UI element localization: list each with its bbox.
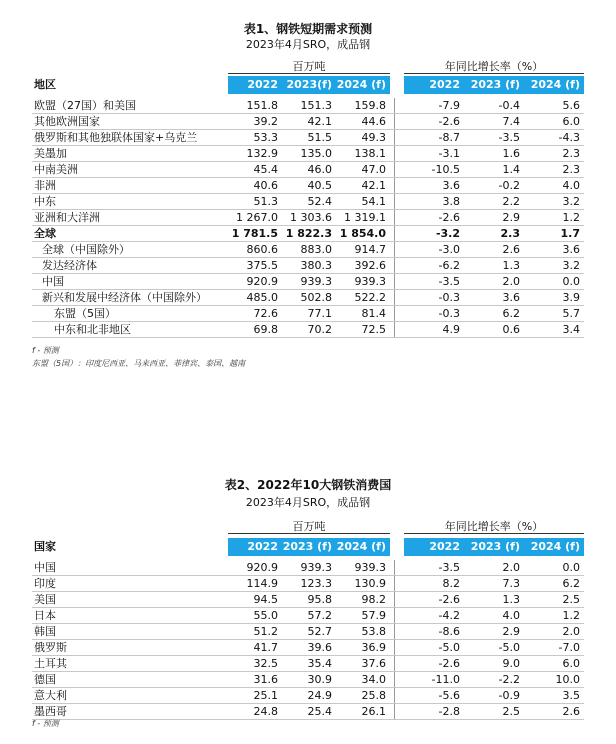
- table1-cell: -6.2: [438, 259, 460, 272]
- table2-cell: 41.7: [253, 641, 278, 654]
- table1-row: [32, 226, 584, 242]
- table1-cell: 3.4: [562, 323, 580, 336]
- table2-row: [32, 592, 584, 608]
- table2-cell: 51.2: [253, 625, 278, 638]
- table1-cell: 72.6: [253, 307, 278, 320]
- table1-cell: 920.9: [246, 275, 278, 288]
- table1-cell: 380.3: [300, 259, 332, 272]
- table2-cell: 1.3: [502, 593, 520, 606]
- table2-cell: 30.9: [307, 673, 332, 686]
- table2-row-header: 国家: [34, 540, 56, 553]
- table2-row: [32, 704, 584, 720]
- table2-cell: 130.9: [354, 577, 386, 590]
- table1-cell: 44.6: [361, 115, 386, 128]
- table1-col-growth-2022: 2022: [429, 78, 460, 91]
- table2-cell: 24.9: [307, 689, 332, 702]
- table2-cell: 2.6: [562, 705, 580, 718]
- table1-cell: 939.3: [354, 275, 386, 288]
- table1-cell: 2.3: [500, 227, 520, 240]
- table1-cell: -0.3: [438, 291, 460, 304]
- table1-row-divider: [394, 98, 395, 113]
- table1-row: [32, 114, 584, 130]
- table1-cell: 2.6: [502, 243, 520, 256]
- table2-cell: -5.0: [498, 641, 520, 654]
- table2-cell: 57.2: [307, 609, 332, 622]
- table1-cell: 40.5: [307, 179, 332, 192]
- table1-growth-underline: [404, 73, 584, 74]
- table2-row-name: 德国: [34, 673, 56, 686]
- table2-cell: -5.0: [438, 641, 460, 654]
- table1-col-2022: 2022: [247, 78, 278, 91]
- table1-unit-underline: [228, 73, 390, 74]
- table2-row-divider: [394, 688, 395, 703]
- table1-cell: -3.2: [435, 227, 460, 240]
- table1-row-name: 全球: [34, 227, 56, 240]
- table1-cell: -7.9: [438, 99, 460, 112]
- table2-row: [32, 640, 584, 656]
- table2-cell: 24.8: [253, 705, 278, 718]
- table2-row-divider: [394, 704, 395, 719]
- table1-row: [32, 274, 584, 290]
- table1-cell: 2.3: [562, 147, 580, 160]
- table1-cell: 3.8: [442, 195, 460, 208]
- table1-row: [32, 162, 584, 178]
- table2-col-growth-2023f: 2023 (f): [470, 540, 520, 553]
- table1-cell: 3.6: [442, 179, 460, 192]
- table1-cell: 375.5: [246, 259, 278, 272]
- table2-cell: 2.9: [502, 625, 520, 638]
- table1-cell: 39.2: [253, 115, 278, 128]
- table1-cell: 914.7: [354, 243, 386, 256]
- table1-unit-label: 百万吨: [292, 60, 326, 73]
- table2-row-divider: [394, 656, 395, 671]
- table1-cell: 2.2: [502, 195, 520, 208]
- table1-cell: 0.6: [502, 323, 520, 336]
- table2-cell: 1.2: [562, 609, 580, 622]
- table1-cell: 70.2: [307, 323, 332, 336]
- table1-row: [32, 306, 584, 322]
- table1-cell: 52.4: [307, 195, 332, 208]
- table1-row: [32, 98, 584, 114]
- table2-subtitle: 2023年4月SRO，成品钢: [245, 496, 371, 509]
- table2-row-name: 土耳其: [34, 657, 67, 670]
- table1-cell: 2.3: [562, 163, 580, 176]
- table2-cell: -11.0: [431, 673, 460, 686]
- table1-row-divider: [394, 226, 395, 241]
- table1-row-name: 全球（中国除外）: [42, 243, 130, 256]
- table1-cell: 485.0: [246, 291, 278, 304]
- table1-cell: 7.4: [502, 115, 520, 128]
- table1-row-name: 中南美洲: [34, 163, 78, 176]
- table2-unit-label: 百万吨: [292, 520, 326, 533]
- table2-cell: 95.8: [307, 593, 332, 606]
- table2-cell: 920.9: [246, 561, 278, 574]
- table1-cell: 159.8: [354, 99, 386, 112]
- table2-cell: 939.3: [354, 561, 386, 574]
- table1-cell: 151.3: [300, 99, 332, 112]
- table1-cell: 1.4: [502, 163, 520, 176]
- table1-cell: 54.1: [361, 195, 386, 208]
- table1-cell: 53.3: [253, 131, 278, 144]
- table2-cell: -4.2: [438, 609, 460, 622]
- table1-cell: 1 303.6: [290, 211, 332, 224]
- table2-row-divider: [394, 576, 395, 591]
- table1-row-divider: [394, 274, 395, 289]
- table1-cell: -4.3: [558, 131, 580, 144]
- table2-row-divider: [394, 640, 395, 655]
- table1-cell: 46.0: [307, 163, 332, 176]
- table2-cell: 31.6: [253, 673, 278, 686]
- table1-row-name: 东盟（5国）: [54, 307, 116, 320]
- table2-cell: 3.5: [562, 689, 580, 702]
- table1-cell: 69.8: [253, 323, 278, 336]
- table1-cell: 3.6: [502, 291, 520, 304]
- table1-body: [32, 98, 584, 338]
- table2-col-2023f: 2023 (f): [282, 540, 332, 553]
- table1-row-divider: [394, 130, 395, 145]
- table2-cell: 98.2: [361, 593, 386, 606]
- table2-title: 表2、2022年10大钢铁消费国: [224, 478, 392, 492]
- table2-cell: 6.2: [562, 577, 580, 590]
- table2-cell: -0.9: [498, 689, 520, 702]
- table1-cell: 6.0: [562, 115, 580, 128]
- table1-col-2024f: 2024 (f): [336, 78, 386, 91]
- table2-row: [32, 608, 584, 624]
- table2-cell: 2.5: [562, 593, 580, 606]
- table1-row: [32, 258, 584, 274]
- table1-cell: 1 822.3: [285, 227, 332, 240]
- table1-row: [32, 130, 584, 146]
- table1-row-divider: [394, 178, 395, 193]
- table2-row: [32, 672, 584, 688]
- table1-cell: 0.0: [562, 275, 580, 288]
- table2-cell: 36.9: [361, 641, 386, 654]
- table2-growth-underline: [404, 533, 584, 534]
- table2-row-divider: [394, 560, 395, 575]
- table2-cell: -2.2: [498, 673, 520, 686]
- table1-cell: 2.9: [502, 211, 520, 224]
- table2-cell: 2.0: [562, 625, 580, 638]
- table1-cell: 3.9: [562, 291, 580, 304]
- table2-row: [32, 576, 584, 592]
- table2-col-2024f: 2024 (f): [336, 540, 386, 553]
- table1-col-growth-2024f: 2024 (f): [530, 78, 580, 91]
- table1-cell: -2.6: [438, 115, 460, 128]
- table1-cell: 135.0: [300, 147, 332, 160]
- table1-row: [32, 322, 584, 338]
- table1-cell: -8.7: [438, 131, 460, 144]
- table1-cell: -2.6: [438, 211, 460, 224]
- table2-cell: 123.3: [300, 577, 332, 590]
- table2-row: [32, 560, 584, 576]
- table1-row: [32, 290, 584, 306]
- table2-cell: 114.9: [246, 577, 278, 590]
- table2-row-name: 美国: [34, 593, 56, 606]
- table1-cell: -3.0: [438, 243, 460, 256]
- table1-cell: 132.9: [246, 147, 278, 160]
- table1-row-name: 新兴和发展中经济体（中国除外）: [42, 291, 207, 304]
- table1-cell: 42.1: [361, 179, 386, 192]
- table1-row-divider: [394, 162, 395, 177]
- table2-cell: 25.8: [361, 689, 386, 702]
- table2-row-divider: [394, 608, 395, 623]
- table2-cell: 10.0: [555, 673, 580, 686]
- table1-cell: -3.5: [438, 275, 460, 288]
- table2-row: [32, 624, 584, 640]
- table1-row-name: 非洲: [34, 179, 56, 192]
- table1-cell: 49.3: [361, 131, 386, 144]
- table1-row-divider: [394, 210, 395, 225]
- table2-row-name: 意大利: [34, 689, 67, 702]
- table2-row-divider: [394, 624, 395, 639]
- table2-col-2022: 2022: [247, 540, 278, 553]
- table1-forecast-note: f - 预测: [32, 346, 59, 355]
- table2-cell: 57.9: [361, 609, 386, 622]
- table2-cell: 52.7: [307, 625, 332, 638]
- table2-cell: 32.5: [253, 657, 278, 670]
- table2-row-name: 日本: [34, 609, 56, 622]
- table1-cell: 883.0: [300, 243, 332, 256]
- table2-cell: -7.0: [558, 641, 580, 654]
- table2-cell: 7.3: [502, 577, 520, 590]
- table1-growth-label: 年同比增长率（%）: [444, 60, 544, 73]
- table1-row: [32, 146, 584, 162]
- table1-cell: 939.3: [300, 275, 332, 288]
- table2-cell: 35.4: [307, 657, 332, 670]
- table1-row-divider: [394, 322, 395, 337]
- table1-row-name: 亚洲和大洋洲: [34, 211, 100, 224]
- table2-cell: 94.5: [253, 593, 278, 606]
- table1-cell: 1.7: [560, 227, 580, 240]
- table1-row-name: 中国: [42, 275, 64, 288]
- table1-cell: 1 781.5: [231, 227, 278, 240]
- table2-unit-underline: [228, 533, 390, 534]
- table1-cell: 1.2: [562, 211, 580, 224]
- table2-growth-label: 年同比增长率（%）: [444, 520, 544, 533]
- table2-cell: 6.0: [562, 657, 580, 670]
- table1-asean-note: 东盟（5国）：印度尼西亚、马来西亚、菲律宾、泰国、越南: [32, 359, 246, 368]
- table2-row: [32, 688, 584, 704]
- table1-cell: 51.5: [307, 131, 332, 144]
- table2-cell: -3.5: [438, 561, 460, 574]
- table1-cell: -3.5: [498, 131, 520, 144]
- table1-cell: 5.7: [562, 307, 580, 320]
- table1-row-name: 其他欧洲国家: [34, 115, 100, 128]
- table1-cell: 1.3: [502, 259, 520, 272]
- table2-cell: -2.6: [438, 657, 460, 670]
- table1-cell: -10.5: [431, 163, 460, 176]
- table1-cell: 1 319.1: [344, 211, 386, 224]
- table1-cell: -0.4: [498, 99, 520, 112]
- table2-cell: 0.0: [562, 561, 580, 574]
- table2-cell: 4.0: [502, 609, 520, 622]
- table1-cell: 138.1: [354, 147, 386, 160]
- table1-cell: 1 267.0: [236, 211, 278, 224]
- table1-cell: 1 854.0: [339, 227, 386, 240]
- table1-cell: 502.8: [300, 291, 332, 304]
- table2-row-divider: [394, 592, 395, 607]
- table2-cell: -2.8: [438, 705, 460, 718]
- table2-col-growth-2024f: 2024 (f): [530, 540, 580, 553]
- table2-row-name: 俄罗斯: [34, 641, 67, 654]
- table2-cell: 2.0: [502, 561, 520, 574]
- table2-cell: 53.8: [361, 625, 386, 638]
- table1-cell: 4.9: [442, 323, 460, 336]
- table1-cell: 2.0: [502, 275, 520, 288]
- table1-cell: 3.6: [562, 243, 580, 256]
- table2-cell: 25.4: [307, 705, 332, 718]
- table2-cell: 8.2: [442, 577, 460, 590]
- table2-cell: 939.3: [300, 561, 332, 574]
- table1-cell: 72.5: [361, 323, 386, 336]
- table1-cell: -0.3: [438, 307, 460, 320]
- table1-cell: 47.0: [361, 163, 386, 176]
- table1-row: [32, 210, 584, 226]
- table1-row-divider: [394, 258, 395, 273]
- table2-cell: 34.0: [361, 673, 386, 686]
- table1-cell: 4.0: [562, 179, 580, 192]
- table1-cell: 3.2: [562, 259, 580, 272]
- table1-cell: 81.4: [361, 307, 386, 320]
- table1-cell: 77.1: [307, 307, 332, 320]
- table1-row-name: 欧盟（27国）和美国: [34, 99, 136, 112]
- table2-row: [32, 656, 584, 672]
- table1-row-header: 地区: [34, 78, 56, 91]
- table2-cell: -2.6: [438, 593, 460, 606]
- table1-cell: 151.8: [246, 99, 278, 112]
- table1-cell: 40.6: [253, 179, 278, 192]
- table1-row-name: 美墨加: [34, 147, 67, 160]
- table1-cell: 5.6: [562, 99, 580, 112]
- table2-cell: -8.6: [438, 625, 460, 638]
- table2-cell: 9.0: [502, 657, 520, 670]
- table1-row: [32, 194, 584, 210]
- table2-row-name: 墨西哥: [34, 705, 67, 718]
- table1-col-growth-2023f: 2023 (f): [470, 78, 520, 91]
- table1-cell: 392.6: [354, 259, 386, 272]
- table1-row-name: 中东: [34, 195, 56, 208]
- table1-row-divider: [394, 242, 395, 257]
- table1-row: [32, 242, 584, 258]
- table1-cell: 6.2: [502, 307, 520, 320]
- table2-cell: 39.6: [307, 641, 332, 654]
- table1-cell: 1.6: [502, 147, 520, 160]
- table1-cell: 42.1: [307, 115, 332, 128]
- table2-row-name: 韩国: [34, 625, 56, 638]
- table1-cell: 45.4: [253, 163, 278, 176]
- table2-forecast-note: f - 预测: [32, 719, 59, 728]
- table1-subtitle: 2023年4月SRO，成品钢: [245, 38, 371, 51]
- table2-row-name: 中国: [34, 561, 56, 574]
- table1-row-name: 中东和北非地区: [54, 323, 131, 336]
- table1-row-divider: [394, 306, 395, 321]
- table1-cell: 3.2: [562, 195, 580, 208]
- table1-row-divider: [394, 114, 395, 129]
- table2-cell: 37.6: [361, 657, 386, 670]
- table1-cell: 51.3: [253, 195, 278, 208]
- table2-cell: 26.1: [361, 705, 386, 718]
- table2-cell: -5.6: [438, 689, 460, 702]
- table1-cell: 860.6: [246, 243, 278, 256]
- table1-title: 表1、钢铁短期需求预测: [243, 22, 373, 36]
- table2-body: [32, 560, 584, 720]
- table2-col-growth-2022: 2022: [429, 540, 460, 553]
- table1-row-divider: [394, 146, 395, 161]
- table1-cell: 522.2: [354, 291, 386, 304]
- table2-row-divider: [394, 672, 395, 687]
- table2-cell: 2.5: [502, 705, 520, 718]
- table2-row-name: 印度: [34, 577, 56, 590]
- table2-cell: 25.1: [253, 689, 278, 702]
- table1-col-2023f: 2023(f): [286, 78, 332, 91]
- table1-row-name: 俄罗斯和其他独联体国家+乌克兰: [34, 131, 198, 144]
- table1-row: [32, 178, 584, 194]
- table1-row-name: 发达经济体: [42, 259, 97, 272]
- table2-cell: 55.0: [253, 609, 278, 622]
- table1-row-divider: [394, 194, 395, 209]
- table1-cell: -3.1: [438, 147, 460, 160]
- table1-row-divider: [394, 290, 395, 305]
- table1-cell: -0.2: [498, 179, 520, 192]
